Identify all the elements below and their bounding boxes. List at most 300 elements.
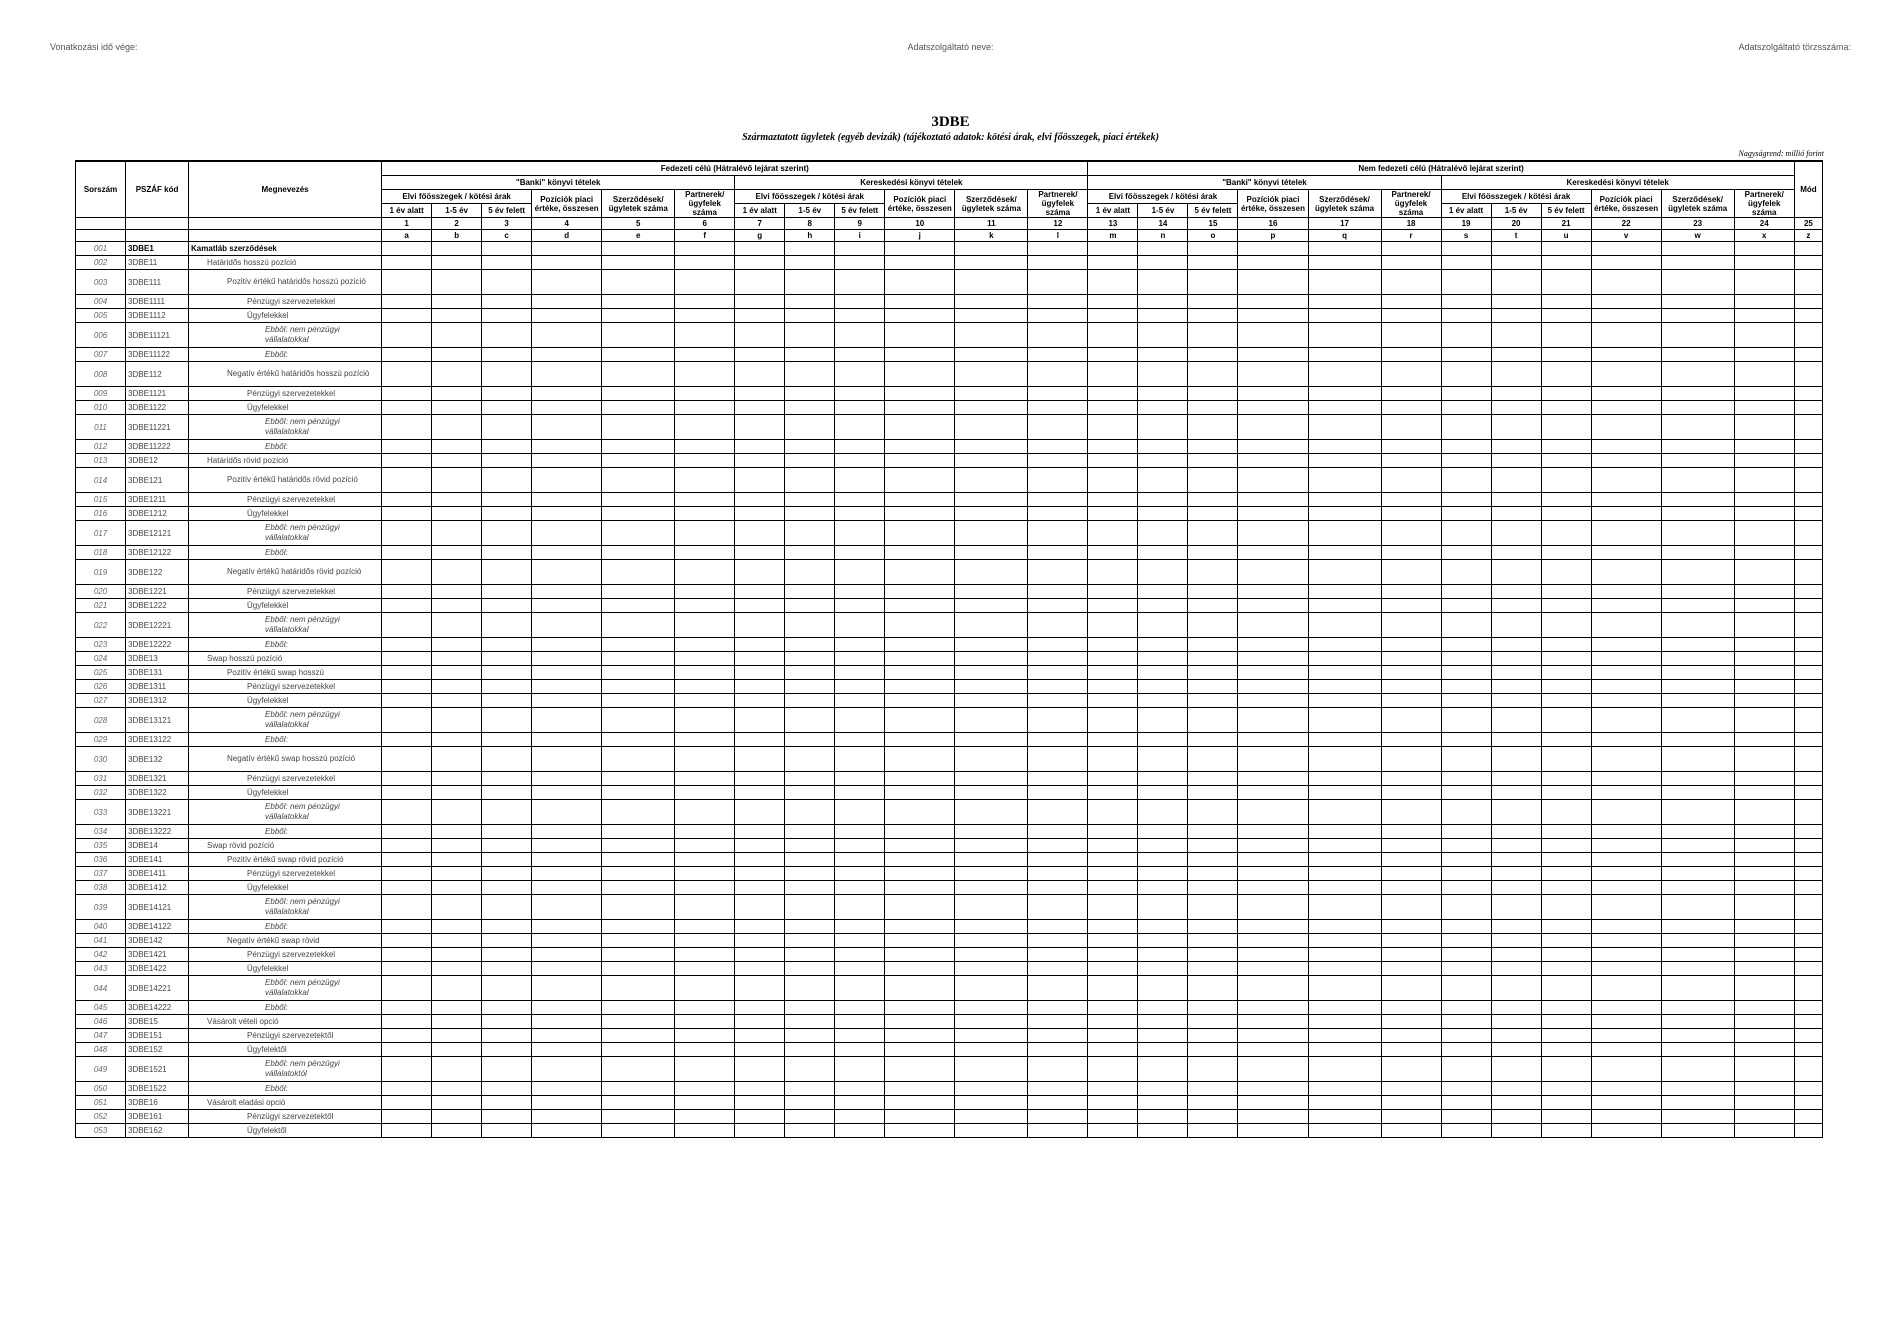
data-cell[interactable] <box>1188 521 1238 546</box>
data-cell[interactable] <box>1794 680 1822 694</box>
data-cell[interactable] <box>1028 1015 1088 1029</box>
data-cell[interactable] <box>1238 242 1308 256</box>
data-cell[interactable] <box>532 733 602 747</box>
data-cell[interactable] <box>1541 976 1591 1001</box>
data-cell[interactable] <box>1541 362 1591 387</box>
data-cell[interactable] <box>1661 1029 1734 1043</box>
data-cell[interactable] <box>382 666 432 680</box>
data-cell[interactable] <box>1308 585 1381 599</box>
data-cell[interactable] <box>1238 348 1308 362</box>
data-cell[interactable] <box>1441 309 1491 323</box>
data-cell[interactable] <box>1491 895 1541 920</box>
data-cell[interactable] <box>482 454 532 468</box>
data-cell[interactable] <box>1308 1043 1381 1057</box>
data-cell[interactable] <box>735 934 785 948</box>
data-cell[interactable] <box>785 415 835 440</box>
data-cell[interactable] <box>1541 934 1591 948</box>
data-cell[interactable] <box>532 786 602 800</box>
data-cell[interactable] <box>1794 599 1822 613</box>
data-cell[interactable] <box>1138 708 1188 733</box>
data-cell[interactable] <box>1441 733 1491 747</box>
data-cell[interactable] <box>1381 867 1441 881</box>
data-cell[interactable] <box>1541 920 1591 934</box>
data-cell[interactable] <box>1491 493 1541 507</box>
data-cell[interactable] <box>1188 1096 1238 1110</box>
data-cell[interactable] <box>1441 652 1491 666</box>
data-cell[interactable] <box>835 666 885 680</box>
data-cell[interactable] <box>1188 867 1238 881</box>
data-cell[interactable] <box>1441 867 1491 881</box>
data-cell[interactable] <box>955 507 1028 521</box>
data-cell[interactable] <box>735 613 785 638</box>
data-cell[interactable] <box>1491 839 1541 853</box>
data-cell[interactable] <box>1661 1110 1734 1124</box>
data-cell[interactable] <box>1441 256 1491 270</box>
data-cell[interactable] <box>1591 295 1661 309</box>
data-cell[interactable] <box>482 839 532 853</box>
data-cell[interactable] <box>1591 1043 1661 1057</box>
data-cell[interactable] <box>835 387 885 401</box>
data-cell[interactable] <box>1591 772 1661 786</box>
data-cell[interactable] <box>835 507 885 521</box>
data-cell[interactable] <box>1541 1029 1591 1043</box>
data-cell[interactable] <box>835 976 885 1001</box>
data-cell[interactable] <box>675 733 735 747</box>
data-cell[interactable] <box>1794 786 1822 800</box>
data-cell[interactable] <box>1441 800 1491 825</box>
data-cell[interactable] <box>675 895 735 920</box>
data-cell[interactable] <box>432 666 482 680</box>
data-cell[interactable] <box>675 638 735 652</box>
data-cell[interactable] <box>1441 507 1491 521</box>
data-cell[interactable] <box>1138 1096 1188 1110</box>
data-cell[interactable] <box>1591 1029 1661 1043</box>
data-cell[interactable] <box>1028 853 1088 867</box>
data-cell[interactable] <box>675 1015 735 1029</box>
data-cell[interactable] <box>675 256 735 270</box>
data-cell[interactable] <box>482 708 532 733</box>
data-cell[interactable] <box>602 867 675 881</box>
data-cell[interactable] <box>955 733 1028 747</box>
data-cell[interactable] <box>1661 1001 1734 1015</box>
data-cell[interactable] <box>675 521 735 546</box>
data-cell[interactable] <box>1088 694 1138 708</box>
data-cell[interactable] <box>1441 415 1491 440</box>
data-cell[interactable] <box>675 747 735 772</box>
data-cell[interactable] <box>482 323 532 348</box>
data-cell[interactable] <box>1238 454 1308 468</box>
data-cell[interactable] <box>1381 976 1441 1001</box>
data-cell[interactable] <box>602 613 675 638</box>
data-cell[interactable] <box>1661 415 1734 440</box>
data-cell[interactable] <box>1238 1043 1308 1057</box>
data-cell[interactable] <box>1491 1110 1541 1124</box>
data-cell[interactable] <box>885 1001 955 1015</box>
data-cell[interactable] <box>482 585 532 599</box>
data-cell[interactable] <box>532 1043 602 1057</box>
data-cell[interactable] <box>1138 694 1188 708</box>
data-cell[interactable] <box>735 546 785 560</box>
data-cell[interactable] <box>675 1082 735 1096</box>
data-cell[interactable] <box>482 256 532 270</box>
data-cell[interactable] <box>955 440 1028 454</box>
data-cell[interactable] <box>1308 772 1381 786</box>
data-cell[interactable] <box>955 454 1028 468</box>
data-cell[interactable] <box>1028 440 1088 454</box>
data-cell[interactable] <box>735 1096 785 1110</box>
data-cell[interactable] <box>382 295 432 309</box>
data-cell[interactable] <box>1794 309 1822 323</box>
data-cell[interactable] <box>602 323 675 348</box>
data-cell[interactable] <box>1794 454 1822 468</box>
data-cell[interactable] <box>432 1096 482 1110</box>
data-cell[interactable] <box>1238 638 1308 652</box>
data-cell[interactable] <box>482 270 532 295</box>
data-cell[interactable] <box>1088 270 1138 295</box>
data-cell[interactable] <box>1541 454 1591 468</box>
data-cell[interactable] <box>1138 454 1188 468</box>
data-cell[interactable] <box>1138 733 1188 747</box>
data-cell[interactable] <box>602 362 675 387</box>
data-cell[interactable] <box>835 415 885 440</box>
data-cell[interactable] <box>955 468 1028 493</box>
data-cell[interactable] <box>382 309 432 323</box>
data-cell[interactable] <box>1541 800 1591 825</box>
data-cell[interactable] <box>432 507 482 521</box>
data-cell[interactable] <box>1794 387 1822 401</box>
data-cell[interactable] <box>1238 694 1308 708</box>
data-cell[interactable] <box>1591 1110 1661 1124</box>
data-cell[interactable] <box>602 1001 675 1015</box>
data-cell[interactable] <box>1188 1082 1238 1096</box>
data-cell[interactable] <box>1794 401 1822 415</box>
data-cell[interactable] <box>735 1015 785 1029</box>
data-cell[interactable] <box>955 747 1028 772</box>
data-cell[interactable] <box>482 242 532 256</box>
data-cell[interactable] <box>382 242 432 256</box>
data-cell[interactable] <box>1491 652 1541 666</box>
data-cell[interactable] <box>735 1057 785 1082</box>
data-cell[interactable] <box>1541 867 1591 881</box>
data-cell[interactable] <box>1238 1082 1308 1096</box>
data-cell[interactable] <box>885 323 955 348</box>
data-cell[interactable] <box>532 493 602 507</box>
data-cell[interactable] <box>1028 1057 1088 1082</box>
data-cell[interactable] <box>1138 652 1188 666</box>
data-cell[interactable] <box>1441 772 1491 786</box>
data-cell[interactable] <box>1088 493 1138 507</box>
data-cell[interactable] <box>785 493 835 507</box>
data-cell[interactable] <box>1028 454 1088 468</box>
data-cell[interactable] <box>1541 1124 1591 1138</box>
data-cell[interactable] <box>382 680 432 694</box>
data-cell[interactable] <box>382 1082 432 1096</box>
data-cell[interactable] <box>432 362 482 387</box>
data-cell[interactable] <box>885 256 955 270</box>
data-cell[interactable] <box>885 666 955 680</box>
data-cell[interactable] <box>1661 493 1734 507</box>
data-cell[interactable] <box>382 440 432 454</box>
data-cell[interactable] <box>1088 976 1138 1001</box>
data-cell[interactable] <box>1441 242 1491 256</box>
data-cell[interactable] <box>1088 772 1138 786</box>
data-cell[interactable] <box>1381 348 1441 362</box>
data-cell[interactable] <box>532 242 602 256</box>
data-cell[interactable] <box>735 1029 785 1043</box>
data-cell[interactable] <box>1188 638 1238 652</box>
data-cell[interactable] <box>1138 493 1188 507</box>
data-cell[interactable] <box>675 546 735 560</box>
data-cell[interactable] <box>675 1110 735 1124</box>
data-cell[interactable] <box>1381 387 1441 401</box>
data-cell[interactable] <box>482 362 532 387</box>
data-cell[interactable] <box>602 1096 675 1110</box>
data-cell[interactable] <box>785 825 835 839</box>
data-cell[interactable] <box>835 468 885 493</box>
data-cell[interactable] <box>1794 256 1822 270</box>
data-cell[interactable] <box>1491 747 1541 772</box>
data-cell[interactable] <box>602 839 675 853</box>
data-cell[interactable] <box>532 666 602 680</box>
data-cell[interactable] <box>1238 1029 1308 1043</box>
data-cell[interactable] <box>1541 415 1591 440</box>
data-cell[interactable] <box>1238 853 1308 867</box>
data-cell[interactable] <box>785 323 835 348</box>
data-cell[interactable] <box>1794 948 1822 962</box>
data-cell[interactable] <box>432 786 482 800</box>
data-cell[interactable] <box>1308 881 1381 895</box>
data-cell[interactable] <box>1734 839 1794 853</box>
data-cell[interactable] <box>1441 825 1491 839</box>
data-cell[interactable] <box>1308 652 1381 666</box>
data-cell[interactable] <box>1028 881 1088 895</box>
data-cell[interactable] <box>1734 867 1794 881</box>
data-cell[interactable] <box>885 652 955 666</box>
data-cell[interactable] <box>785 546 835 560</box>
data-cell[interactable] <box>1591 1096 1661 1110</box>
data-cell[interactable] <box>1138 546 1188 560</box>
data-cell[interactable] <box>382 948 432 962</box>
data-cell[interactable] <box>885 521 955 546</box>
data-cell[interactable] <box>1188 599 1238 613</box>
data-cell[interactable] <box>785 521 835 546</box>
data-cell[interactable] <box>482 440 532 454</box>
data-cell[interactable] <box>482 1096 532 1110</box>
data-cell[interactable] <box>675 599 735 613</box>
data-cell[interactable] <box>1381 1110 1441 1124</box>
data-cell[interactable] <box>532 948 602 962</box>
data-cell[interactable] <box>735 387 785 401</box>
data-cell[interactable] <box>735 825 785 839</box>
data-cell[interactable] <box>735 309 785 323</box>
data-cell[interactable] <box>1138 521 1188 546</box>
data-cell[interactable] <box>1308 1029 1381 1043</box>
data-cell[interactable] <box>1088 853 1138 867</box>
data-cell[interactable] <box>1138 401 1188 415</box>
data-cell[interactable] <box>382 920 432 934</box>
data-cell[interactable] <box>1238 962 1308 976</box>
data-cell[interactable] <box>1734 507 1794 521</box>
data-cell[interactable] <box>955 1124 1028 1138</box>
data-cell[interactable] <box>432 295 482 309</box>
data-cell[interactable] <box>1491 362 1541 387</box>
data-cell[interactable] <box>1661 962 1734 976</box>
data-cell[interactable] <box>432 270 482 295</box>
data-cell[interactable] <box>1491 1015 1541 1029</box>
data-cell[interactable] <box>1491 881 1541 895</box>
data-cell[interactable] <box>885 1082 955 1096</box>
data-cell[interactable] <box>1308 733 1381 747</box>
data-cell[interactable] <box>955 786 1028 800</box>
data-cell[interactable] <box>1661 1057 1734 1082</box>
data-cell[interactable] <box>1491 1124 1541 1138</box>
data-cell[interactable] <box>382 853 432 867</box>
data-cell[interactable] <box>1661 708 1734 733</box>
data-cell[interactable] <box>1661 401 1734 415</box>
data-cell[interactable] <box>1734 962 1794 976</box>
data-cell[interactable] <box>1238 401 1308 415</box>
data-cell[interactable] <box>1441 1043 1491 1057</box>
data-cell[interactable] <box>482 1124 532 1138</box>
data-cell[interactable] <box>1028 507 1088 521</box>
data-cell[interactable] <box>835 348 885 362</box>
data-cell[interactable] <box>1734 800 1794 825</box>
data-cell[interactable] <box>602 560 675 585</box>
data-cell[interactable] <box>1381 1124 1441 1138</box>
data-cell[interactable] <box>1188 256 1238 270</box>
data-cell[interactable] <box>1491 309 1541 323</box>
data-cell[interactable] <box>1188 242 1238 256</box>
data-cell[interactable] <box>1188 401 1238 415</box>
data-cell[interactable] <box>735 747 785 772</box>
data-cell[interactable] <box>482 800 532 825</box>
data-cell[interactable] <box>1028 323 1088 348</box>
data-cell[interactable] <box>1734 934 1794 948</box>
data-cell[interactable] <box>1308 1015 1381 1029</box>
data-cell[interactable] <box>835 948 885 962</box>
data-cell[interactable] <box>1381 666 1441 680</box>
data-cell[interactable] <box>1661 733 1734 747</box>
data-cell[interactable] <box>1028 1124 1088 1138</box>
data-cell[interactable] <box>785 733 835 747</box>
data-cell[interactable] <box>1794 1082 1822 1096</box>
data-cell[interactable] <box>1238 800 1308 825</box>
data-cell[interactable] <box>1794 708 1822 733</box>
data-cell[interactable] <box>432 962 482 976</box>
data-cell[interactable] <box>885 694 955 708</box>
data-cell[interactable] <box>1238 362 1308 387</box>
data-cell[interactable] <box>1381 881 1441 895</box>
data-cell[interactable] <box>675 786 735 800</box>
data-cell[interactable] <box>1491 1001 1541 1015</box>
data-cell[interactable] <box>482 652 532 666</box>
data-cell[interactable] <box>1381 415 1441 440</box>
data-cell[interactable] <box>1541 694 1591 708</box>
data-cell[interactable] <box>1381 468 1441 493</box>
data-cell[interactable] <box>955 694 1028 708</box>
data-cell[interactable] <box>1591 415 1661 440</box>
data-cell[interactable] <box>885 507 955 521</box>
data-cell[interactable] <box>432 387 482 401</box>
data-cell[interactable] <box>532 652 602 666</box>
data-cell[interactable] <box>1794 348 1822 362</box>
data-cell[interactable] <box>1188 454 1238 468</box>
data-cell[interactable] <box>955 323 1028 348</box>
data-cell[interactable] <box>602 454 675 468</box>
data-cell[interactable] <box>1381 309 1441 323</box>
data-cell[interactable] <box>885 295 955 309</box>
data-cell[interactable] <box>835 1043 885 1057</box>
data-cell[interactable] <box>1591 468 1661 493</box>
data-cell[interactable] <box>735 666 785 680</box>
data-cell[interactable] <box>675 348 735 362</box>
data-cell[interactable] <box>1188 613 1238 638</box>
data-cell[interactable] <box>1308 1001 1381 1015</box>
data-cell[interactable] <box>1734 362 1794 387</box>
data-cell[interactable] <box>955 348 1028 362</box>
data-cell[interactable] <box>785 585 835 599</box>
data-cell[interactable] <box>602 652 675 666</box>
data-cell[interactable] <box>1088 546 1138 560</box>
data-cell[interactable] <box>1088 708 1138 733</box>
data-cell[interactable] <box>1734 976 1794 1001</box>
data-cell[interactable] <box>1188 440 1238 454</box>
data-cell[interactable] <box>1591 242 1661 256</box>
data-cell[interactable] <box>1794 521 1822 546</box>
data-cell[interactable] <box>1088 895 1138 920</box>
data-cell[interactable] <box>675 1029 735 1043</box>
data-cell[interactable] <box>432 934 482 948</box>
data-cell[interactable] <box>675 853 735 867</box>
data-cell[interactable] <box>1308 493 1381 507</box>
data-cell[interactable] <box>1541 1057 1591 1082</box>
data-cell[interactable] <box>735 895 785 920</box>
data-cell[interactable] <box>735 680 785 694</box>
data-cell[interactable] <box>1238 270 1308 295</box>
data-cell[interactable] <box>1591 638 1661 652</box>
data-cell[interactable] <box>1591 309 1661 323</box>
data-cell[interactable] <box>382 1043 432 1057</box>
data-cell[interactable] <box>785 440 835 454</box>
data-cell[interactable] <box>1661 613 1734 638</box>
data-cell[interactable] <box>1308 242 1381 256</box>
data-cell[interactable] <box>482 295 532 309</box>
data-cell[interactable] <box>532 1029 602 1043</box>
data-cell[interactable] <box>785 468 835 493</box>
data-cell[interactable] <box>382 560 432 585</box>
data-cell[interactable] <box>1794 295 1822 309</box>
data-cell[interactable] <box>1028 295 1088 309</box>
data-cell[interactable] <box>482 348 532 362</box>
data-cell[interactable] <box>602 546 675 560</box>
data-cell[interactable] <box>1138 839 1188 853</box>
data-cell[interactable] <box>532 867 602 881</box>
data-cell[interactable] <box>1238 521 1308 546</box>
data-cell[interactable] <box>885 853 955 867</box>
data-cell[interactable] <box>1308 839 1381 853</box>
data-cell[interactable] <box>1188 546 1238 560</box>
data-cell[interactable] <box>885 1096 955 1110</box>
data-cell[interactable] <box>1238 387 1308 401</box>
data-cell[interactable] <box>1138 440 1188 454</box>
data-cell[interactable] <box>1661 1043 1734 1057</box>
data-cell[interactable] <box>1308 1110 1381 1124</box>
data-cell[interactable] <box>1028 976 1088 1001</box>
data-cell[interactable] <box>1661 546 1734 560</box>
data-cell[interactable] <box>532 839 602 853</box>
data-cell[interactable] <box>785 853 835 867</box>
data-cell[interactable] <box>1661 242 1734 256</box>
